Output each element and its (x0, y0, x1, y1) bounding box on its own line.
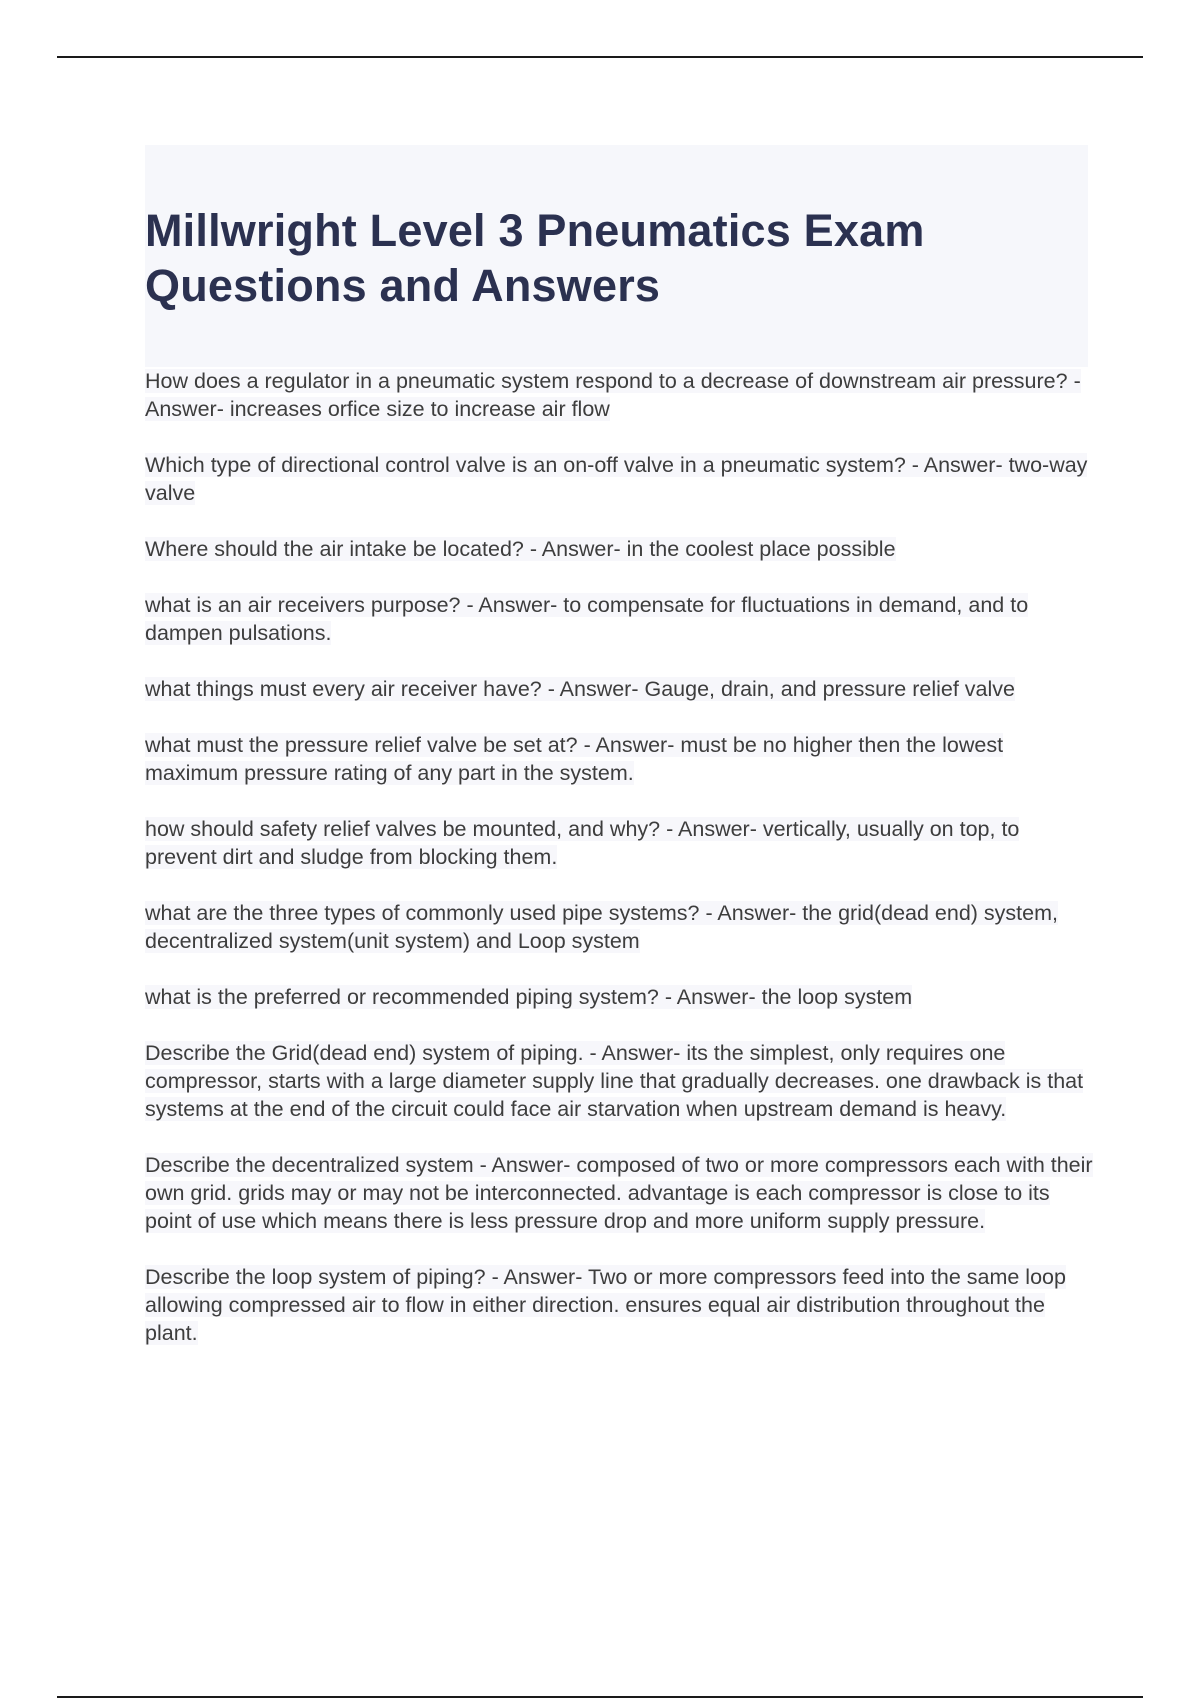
qa-item (145, 451, 1095, 507)
document-title: Millwright Level 3 Pneumatics Exam Questions and Answers (145, 205, 925, 311)
title-block (145, 145, 1088, 367)
qa-item (145, 1263, 1095, 1347)
qa-item (145, 367, 1095, 423)
qa-text: How does a regulator in a pneumatic system respond to a decrease of downstream air pressure? - Answer- increases orfice size to increase air flow (145, 369, 1081, 421)
qa-item (145, 731, 1095, 787)
qa-item (145, 899, 1095, 955)
qa-text: Where should the air intake be located? - Answer- in the coolest place possible (145, 537, 896, 561)
qa-list (145, 367, 1095, 1375)
qa-item (145, 1039, 1095, 1123)
qa-text: what is an air receivers purpose? - Answer- to compensate for fluctuations in demand, and to dampen pulsations. (145, 593, 1029, 645)
bottom-rule (57, 1696, 1143, 1698)
qa-item (145, 815, 1095, 871)
qa-text: what things must every air receiver have? - Answer- Gauge, drain, and pressure relief valve (145, 677, 1015, 701)
qa-item (145, 1151, 1095, 1235)
qa-text: what are the three types of commonly used pipe systems? - Answer- the grid(dead end) system, decentralized system(unit system) and Loop system (145, 901, 1058, 953)
top-rule (57, 56, 1143, 58)
qa-item (145, 535, 1095, 563)
qa-item (145, 675, 1095, 703)
qa-text: what must the pressure relief valve be set at? - Answer- must be no higher then the lowest maximum pressure rating of any part in the system. (145, 733, 1004, 785)
qa-item (145, 983, 1095, 1011)
qa-text: Which type of directional control valve is an on-off valve in a pneumatic system? - Answer- two-way valve (145, 453, 1088, 505)
qa-text: Describe the loop system of piping? - Answer- Two or more compressors feed into the same loop allowing compressed air to flow in either direction. ensures equal air distribution throughout the plant. (145, 1265, 1066, 1345)
qa-item (145, 591, 1095, 647)
qa-text: what is the preferred or recommended piping system? - Answer- the loop system (145, 985, 913, 1009)
qa-text: Describe the Grid(dead end) system of piping. - Answer- its the simplest, only requires one compressor, starts with a large diameter supply line that gradually decreases. one drawback is that systems at the end of the circuit could face air starvation when upstream demand is heavy. (145, 1041, 1084, 1121)
qa-text: Describe the decentralized system - Answer- composed of two or more compressors each with their own grid. grids may or may not be interconnected. advantage is each compressor is close to its point of use which means there is less pressure drop and more uniform supply pressure. (145, 1153, 1093, 1233)
qa-text: how should safety relief valves be mounted, and why? - Answer- vertically, usually on top, to prevent dirt and sludge from blocking them. (145, 817, 1020, 869)
